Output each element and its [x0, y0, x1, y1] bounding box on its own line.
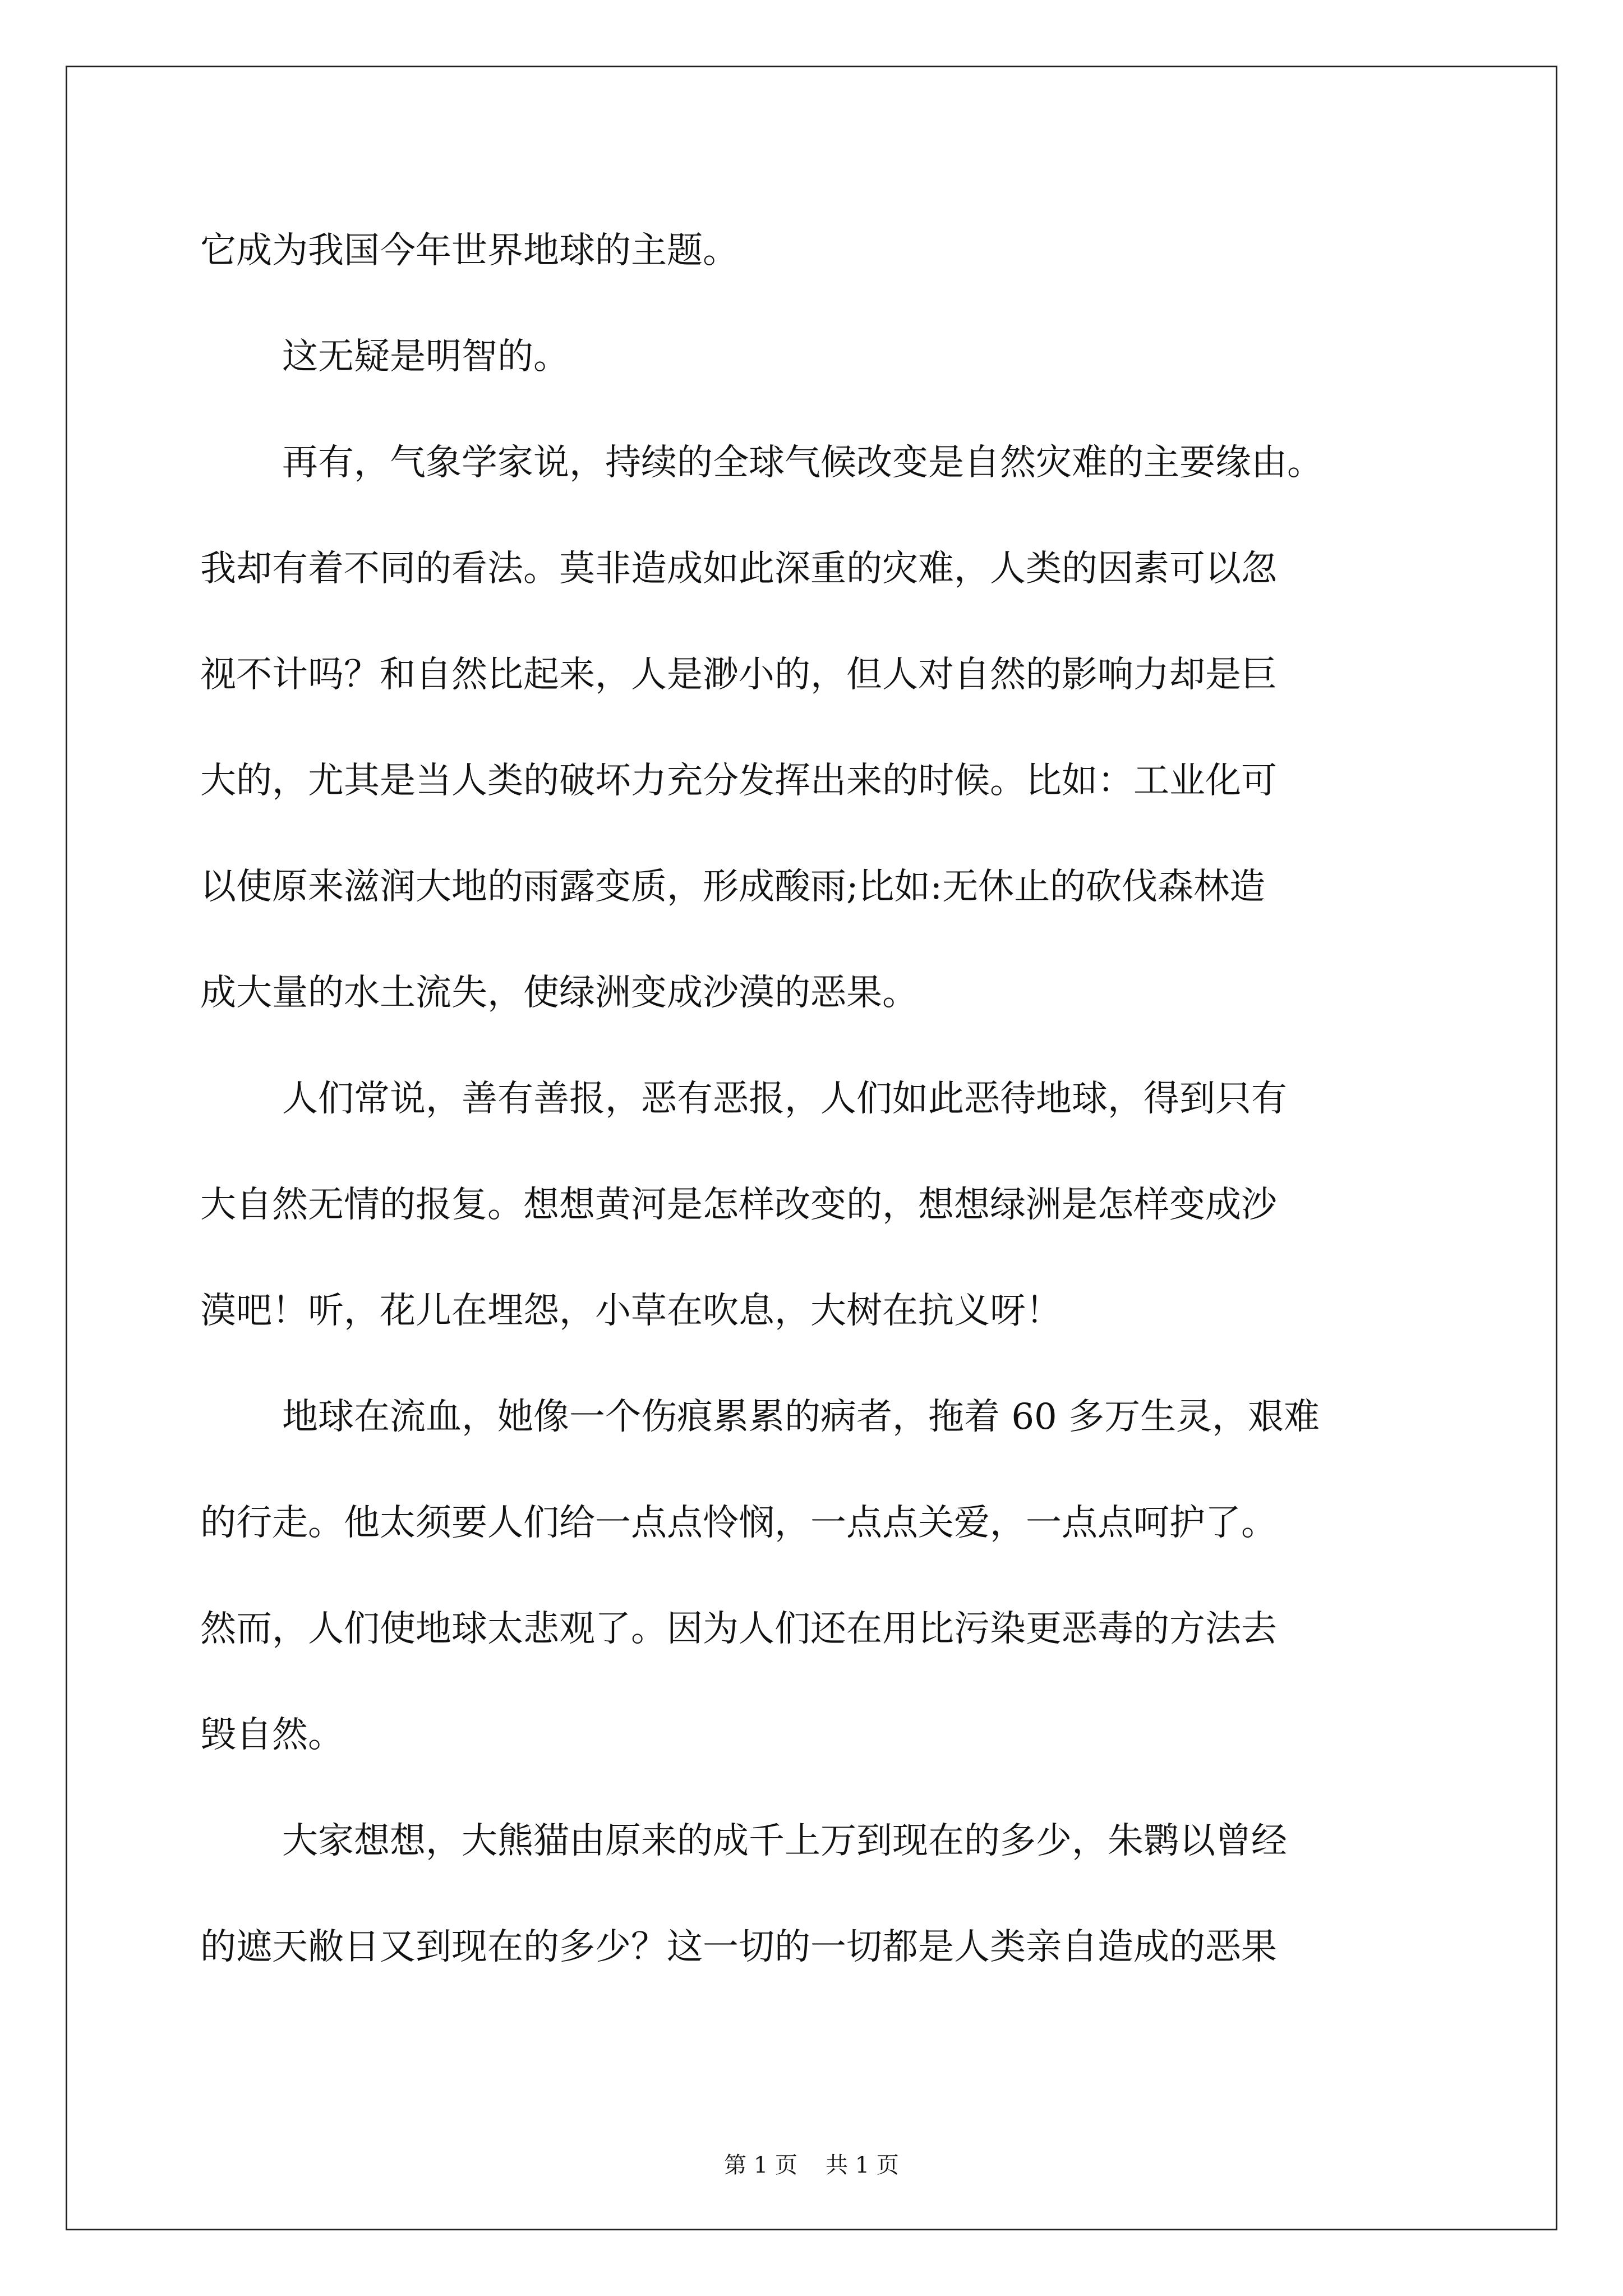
text-line: 视不计吗？和自然比起来，人是渺小的，但人对自然的影响力却是巨 — [200, 654, 1277, 696]
text-line: 大家想想，大熊猫由原来的成千上万到现在的多少，朱鹮以曾经 — [282, 1820, 1287, 1862]
text-line: 的遮天敝日又到现在的多少？这一切的一切都是人类亲自造成的恶果 — [200, 1926, 1277, 1968]
text-line: 这无疑是明智的。 — [282, 336, 569, 378]
page-number: 第 1 页 — [724, 2152, 797, 2178]
text-line: 人们常说，善有善报，恶有恶报，人们如此恶待地球，得到只有 — [282, 1078, 1287, 1120]
text-line: 漠吧！听，花儿在埋怨，小草在吹息，大树在抗义呀！ — [200, 1290, 1062, 1332]
text-line: 大自然无情的报复。想想黄河是怎样改变的，想想绿洲是怎样变成沙 — [200, 1184, 1277, 1226]
text-line: 再有，气象学家说，持续的全球气候改变是自然灾难的主要缘由。 — [282, 442, 1323, 484]
text-line: 以使原来滋润大地的雨露变质，形成酸雨;比如:无休止的砍伐森林造 — [200, 866, 1266, 908]
text-line: 的行走。他太须要人们给一点点怜悯，一点点关爱，一点点呵护了。 — [200, 1502, 1277, 1544]
text-line: 然而，人们使地球太悲观了。因为人们还在用比污染更恶毒的方法去 — [200, 1608, 1277, 1650]
page-total: 共 1 页 — [826, 2152, 899, 2178]
text-line: 毁自然。 — [200, 1714, 344, 1756]
text-line: 成大量的水土流失，使绿洲变成沙漠的恶果。 — [200, 972, 918, 1014]
text-line: 大的，尤其是当人类的破坏力充分发挥出来的时候。比如：工业化可 — [200, 760, 1277, 802]
page-footer — [0, 2148, 1623, 2182]
text-line: 我却有着不同的看法。莫非造成如此深重的灾难，人类的因素可以忽 — [200, 548, 1277, 590]
body-text — [200, 209, 1434, 2011]
text-line: 它成为我国今年世界地球的主题。 — [200, 230, 739, 272]
text-line: 地球在流血，她像一个伤痕累累的病者，拖着 60 多万生灵，艰难 — [282, 1396, 1320, 1438]
